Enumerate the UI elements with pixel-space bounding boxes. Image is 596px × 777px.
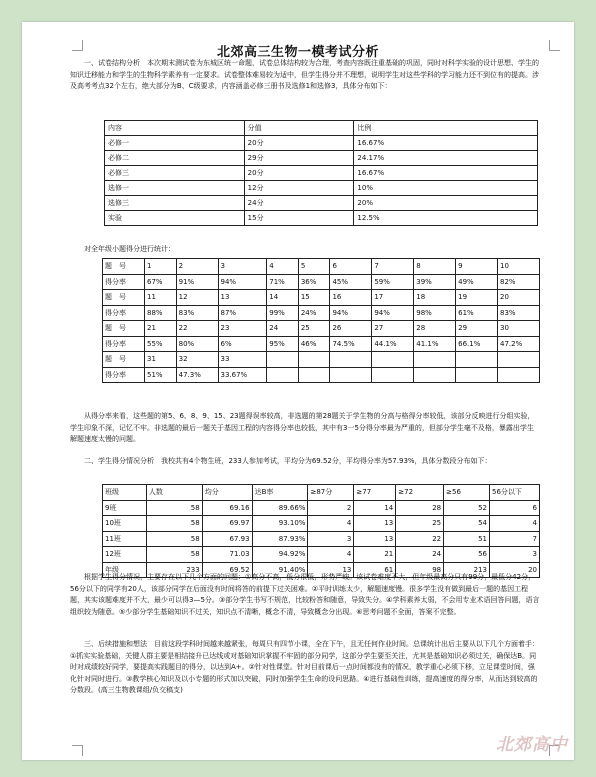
question-number-cell: 5 — [298, 259, 330, 275]
score-rate-cell: 33.67% — [218, 367, 267, 383]
table-header-row — [103, 485, 540, 501]
question-number-cell: 7 — [372, 259, 414, 275]
score-rate-cell: 91% — [176, 274, 218, 290]
score-rate-cell: 82% — [498, 274, 540, 290]
table-cell: 12分 — [244, 181, 354, 196]
question-number-cell: 2 — [176, 259, 218, 275]
table-cell: 16.67% — [354, 166, 538, 181]
table-cell: 22 — [396, 531, 444, 547]
score-rate-cell: 59% — [372, 274, 414, 290]
table-cell: 13 — [354, 516, 396, 532]
table-cell: 98 — [396, 562, 444, 578]
row-label: 题 号 — [103, 259, 145, 275]
score-rate-cell — [298, 367, 330, 383]
table-row — [103, 547, 540, 563]
question-number-cell: 28 — [414, 321, 456, 337]
table-cell: 91.40% — [252, 562, 308, 578]
question-number-cell: 15 — [298, 290, 330, 306]
question-number-row — [103, 259, 540, 275]
score-rate-cell — [498, 367, 540, 383]
question-number-cell: 20 — [498, 290, 540, 306]
score-rate-cell — [414, 367, 456, 383]
table-cell: 28 — [396, 500, 444, 516]
question-number-cell — [372, 352, 414, 368]
intro-paragraph: 一、试卷结构分析 本次期末测试卷为东城区统一命题，试卷总体结构较为合理，考查内容既注重基础的巩固，同时对科学实验的设计思想、学生的知识迁移能力和学生的生物科学素养有一定要求。试卷整体难易较为适中，但学生得分并不理想，说明学生对这些学科的学习能力还不到位有的提高。涉及高考考点32个左右，绝大部分为B、C级要求，内容涵盖必修三册书及选修1和选修3，具体分布如下： — [70, 59, 539, 91]
column-header: 均分 — [202, 485, 252, 501]
score-rate-cell: 83% — [498, 305, 540, 321]
score-rate-row — [103, 305, 540, 321]
question-number-cell: 9 — [456, 259, 498, 275]
table-cell: 51 — [444, 531, 490, 547]
question-number-cell: 4 — [267, 259, 299, 275]
table-cell: 3 — [490, 547, 540, 563]
score-rate-row — [103, 274, 540, 290]
question-number-cell: 11 — [145, 290, 177, 306]
table-row — [105, 136, 538, 151]
table-cell: 24.17% — [354, 151, 538, 166]
row-label: 得分率 — [103, 274, 145, 290]
table-cell: 94.92% — [252, 547, 308, 563]
table-cell: 25 — [396, 516, 444, 532]
column-header: 56分以下 — [490, 485, 540, 501]
table-cell: 12班 — [103, 547, 147, 563]
question-number-cell: 30 — [498, 321, 540, 337]
table-cell: 11班 — [103, 531, 147, 547]
student-analysis-intro: 二、学生得分情况分析 我校共有4个物生班，233人参加考试，平均分为69.52分，平均得分率为57.93%，具体分数段分布如下： — [84, 457, 492, 465]
table-row — [105, 181, 538, 196]
score-rate-row — [103, 336, 540, 352]
row-label: 题 号 — [103, 290, 145, 306]
score-rate-cell: 39% — [414, 274, 456, 290]
score-rate-cell — [456, 367, 498, 383]
table-cell: 14 — [354, 500, 396, 516]
item-analysis-paragraph: 从得分率来看，这些题的第5、6、8、9、15、23题得误率较高，非选题的第28题关于学生物的分高与格得分率较低，该部分反映进行分组实验，学生印象不深，记忆不牢。非选题的最后一题关于基因工程的内容得分率也较低，其中有3一5分得分率最为严重的，但部分学生毫不及格，暴露出学生解题速度太慢的问题。 — [70, 412, 535, 444]
question-number-cell: 19 — [456, 290, 498, 306]
column-header: 人数 — [146, 485, 202, 501]
table-row — [103, 516, 540, 532]
score-rate-cell: 94% — [218, 274, 267, 290]
content-distribution-table — [104, 120, 538, 226]
score-rate-cell: 87% — [218, 305, 267, 321]
question-number-cell: 32 — [176, 352, 218, 368]
table-cell: 必修二 — [105, 151, 245, 166]
item-score-table — [102, 258, 540, 383]
question-number-cell: 12 — [176, 290, 218, 306]
table-cell: 必修一 — [105, 136, 245, 151]
score-rate-cell — [330, 367, 372, 383]
table-cell: 4 — [308, 516, 354, 532]
table-cell: 69.52 — [202, 562, 252, 578]
table-row — [105, 166, 538, 181]
score-rate-cell: 24% — [298, 305, 330, 321]
question-number-row — [103, 352, 540, 368]
score-rate-cell: 80% — [176, 336, 218, 352]
question-number-cell: 24 — [267, 321, 299, 337]
table-cell: 选修一 — [105, 181, 245, 196]
table-cell: 89.66% — [252, 500, 308, 516]
table-cell: 6 — [490, 500, 540, 516]
score-rate-cell: 47.3% — [176, 367, 218, 383]
question-number-cell: 22 — [176, 321, 218, 337]
table-cell: 4 — [490, 516, 540, 532]
score-rate-cell — [267, 367, 299, 383]
question-number-cell: 18 — [414, 290, 456, 306]
score-rate-cell: 98% — [414, 305, 456, 321]
strategy-paragraph: 三、后续措施和想法 目前这段学科时间越来越紧张，每周只有四节小课，全在下午，且无任何作业时间。总课统计出后主要从以下几个方面着手：①抓实实验基础，关键人群主要是相结接升已达线或对基础知识掌握不牢固的部分同学，这部分学生要至关注，尤其是基础知识必须过关，确保达B。同时对成绩较好同学，要提高实践题目的得分，以达到A+。②针对性课堂。针对目前课后一点时间都没有的情况，教学重心必须下移，立足课堂时间，强化针对同时进行。③教学核心知识及以小专题的形式加以突破，同时加强学生生命的设问思路。④进行基础性训练，提高速度的得分率，从而达到较高的分数段。(高三生物教课组/负交稿支) — [70, 640, 539, 695]
table-row — [103, 500, 540, 516]
table-cell: 年级 — [103, 562, 147, 578]
score-rate-cell: 71% — [267, 274, 299, 290]
score-rate-cell: 41.1% — [414, 336, 456, 352]
question-number-cell: 13 — [218, 290, 267, 306]
question-number-cell — [330, 352, 372, 368]
table-cell: 52 — [444, 500, 490, 516]
column-header: 内容 — [105, 121, 245, 136]
table-cell: 实验 — [105, 211, 245, 226]
column-header: ≥56 — [444, 485, 490, 501]
question-number-cell: 33 — [218, 352, 267, 368]
table-cell: 233 — [146, 562, 202, 578]
question-number-cell: 25 — [298, 321, 330, 337]
table-cell: 10% — [354, 181, 538, 196]
row-label: 得分率 — [103, 336, 145, 352]
question-number-cell: 8 — [414, 259, 456, 275]
table-cell: 15分 — [244, 211, 354, 226]
table-row — [103, 531, 540, 547]
question-number-cell — [298, 352, 330, 368]
score-rate-cell: 67% — [145, 274, 177, 290]
column-header: ≥77 — [354, 485, 396, 501]
table-cell: 20% — [354, 196, 538, 211]
column-header: ≥72 — [396, 485, 444, 501]
table-row — [105, 211, 538, 226]
score-rate-cell: 47.2% — [498, 336, 540, 352]
question-number-cell: 3 — [218, 259, 267, 275]
table-cell: 13 — [354, 531, 396, 547]
table-cell: 67.93 — [202, 531, 252, 547]
table-cell: 20分 — [244, 136, 354, 151]
question-number-cell: 1 — [145, 259, 177, 275]
table-cell: 选修三 — [105, 196, 245, 211]
question-number-cell — [456, 352, 498, 368]
table-cell: 58 — [146, 531, 202, 547]
question-number-cell — [498, 352, 540, 368]
table-cell: 54 — [444, 516, 490, 532]
table-cell: 9班 — [103, 500, 147, 516]
column-header: 比例 — [354, 121, 538, 136]
column-header: 达B率 — [252, 485, 308, 501]
problems-paragraph: 根据学生得分情况，主要存在以下几个方面的问题：①高分不高，低分很低，形势严峻。该试卷难度不大，但年级最高分只有99分，最低分42分，56分以下的同学有20人，该部分同学在后面没有时间将答的前提下过关困难。②平时训练太少，解题速度慢。很多学生没有做到最后一题的基因工程题，其实该题难度并不大，最少可以得3—5分。③部分学生书写不规范，比较粉答和随意，导致失分。④学科素养太弱，不会用专业术语回答问题，语言组织较为随意。⑤少部分学生基础知识不过关，知识点不清晰，概念不清，导致概念分出现。⑥思考问题不全面，答案不完整。 — [70, 573, 540, 616]
row-label: 题 号 — [103, 352, 145, 368]
question-number-cell: 17 — [372, 290, 414, 306]
question-number-cell: 6 — [330, 259, 372, 275]
score-rate-cell: 95% — [267, 336, 299, 352]
score-rate-cell: 94% — [372, 305, 414, 321]
table-cell: 69.97 — [202, 516, 252, 532]
score-rate-cell: 99% — [267, 305, 299, 321]
score-rate-cell: 45% — [330, 274, 372, 290]
question-number-cell: 23 — [218, 321, 267, 337]
table-cell: 7 — [490, 531, 540, 547]
score-rate-cell: 51% — [145, 367, 177, 383]
score-rate-cell: 66.1% — [456, 336, 498, 352]
score-rate-cell: 88% — [145, 305, 177, 321]
score-rate-cell: 55% — [145, 336, 177, 352]
class-score-table — [102, 484, 540, 578]
question-number-cell — [267, 352, 299, 368]
question-number-cell: 31 — [145, 352, 177, 368]
table-cell: 2 — [308, 500, 354, 516]
table-cell: 必修三 — [105, 166, 245, 181]
question-number-cell: 21 — [145, 321, 177, 337]
table-header-row — [105, 121, 538, 136]
score-rate-cell: 61% — [456, 305, 498, 321]
score-rate-row — [103, 367, 540, 383]
crop-mark — [72, 745, 83, 756]
score-rate-cell: 46% — [298, 336, 330, 352]
column-header: 班级 — [103, 485, 147, 501]
table-cell: 93.10% — [252, 516, 308, 532]
table-cell: 29分 — [244, 151, 354, 166]
score-rate-cell: 49% — [456, 274, 498, 290]
table-cell: 213 — [444, 562, 490, 578]
table-cell: 12.5% — [354, 211, 538, 226]
table-cell: 10班 — [103, 516, 147, 532]
question-number-cell: 29 — [456, 321, 498, 337]
table-cell: 3 — [308, 531, 354, 547]
row-label: 得分率 — [103, 367, 145, 383]
question-number-cell: 27 — [372, 321, 414, 337]
table-cell: 71.03 — [202, 547, 252, 563]
table-cell: 21 — [354, 547, 396, 563]
score-rate-cell: 36% — [298, 274, 330, 290]
table-cell: 24 — [396, 547, 444, 563]
table-cell: 69.16 — [202, 500, 252, 516]
score-rate-cell: 74.5% — [330, 336, 372, 352]
question-number-cell: 16 — [330, 290, 372, 306]
question-number-cell: 10 — [498, 259, 540, 275]
row-label: 题 号 — [103, 321, 145, 337]
score-rate-cell: 6% — [218, 336, 267, 352]
table-row — [105, 151, 538, 166]
document-page — [22, 22, 574, 760]
item-stats-intro: 对全年级小题得分进行统计： — [84, 245, 175, 253]
question-number-row — [103, 290, 540, 306]
table-cell: 20分 — [244, 166, 354, 181]
table-cell: 58 — [146, 547, 202, 563]
score-rate-cell: 94% — [330, 305, 372, 321]
table-cell: 16.67% — [354, 136, 538, 151]
table-cell: 56 — [444, 547, 490, 563]
table-cell: 61 — [354, 562, 396, 578]
column-header: 分值 — [244, 121, 354, 136]
table-cell: 58 — [146, 500, 202, 516]
question-number-row — [103, 321, 540, 337]
question-number-cell: 26 — [330, 321, 372, 337]
table-cell: 58 — [146, 516, 202, 532]
score-rate-cell: 44.1% — [372, 336, 414, 352]
question-number-cell — [414, 352, 456, 368]
table-cell: 4 — [308, 547, 354, 563]
row-label: 得分率 — [103, 305, 145, 321]
document-title: 北郊高三生物一模考试分析 — [216, 45, 379, 60]
column-header: ≥87分 — [308, 485, 354, 501]
score-rate-cell — [372, 367, 414, 383]
table-cell: 13 — [308, 562, 354, 578]
score-rate-cell: 83% — [176, 305, 218, 321]
school-watermark: 北郊高中 — [496, 735, 568, 755]
table-cell: 87.93% — [252, 531, 308, 547]
table-cell: 24分 — [244, 196, 354, 211]
table-row — [105, 196, 538, 211]
question-number-cell: 14 — [267, 290, 299, 306]
table-cell: 20 — [490, 562, 540, 578]
